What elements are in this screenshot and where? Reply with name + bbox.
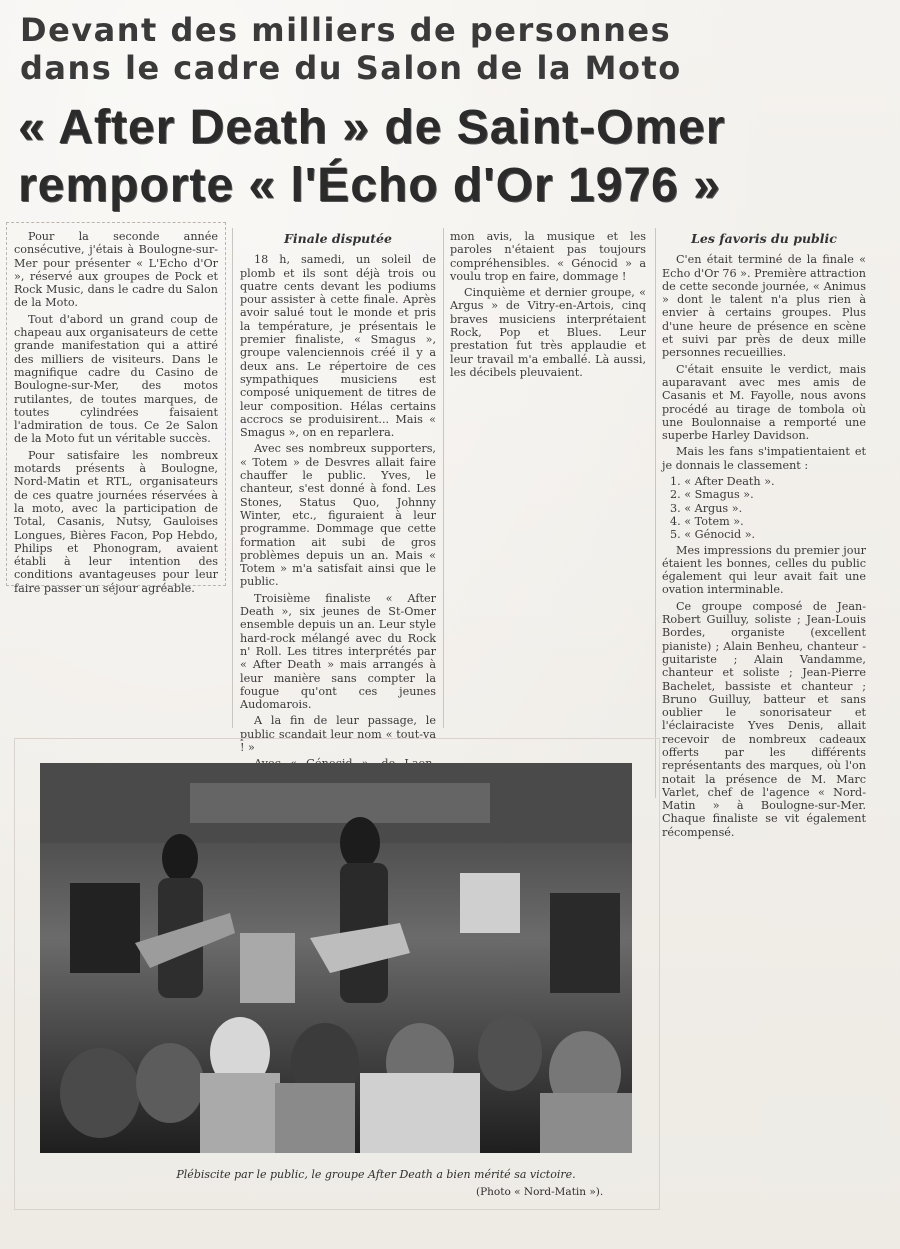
article-column-1	[14, 230, 218, 598]
photo-credit: (Photo « Nord-Matin »).	[476, 1186, 604, 1198]
concert-photo	[40, 763, 632, 1153]
subheading-finale: Finale disputée	[284, 231, 392, 246]
paragraph: Ce groupe composé de Jean-Robert Guilluy, soliste ; Jean-Louis Bordes, organiste (excellent pianiste) ; Alain Benheu, chanteur - guitariste ; Alain Vandamme, chanteur et soliste ; Jean-Pierre Bachelet, bassiste et chanteur ; Bruno Guilluy, batteur et sans oublier le sonorisateur et l'éclairaciste Yves Denis, allait recevoir de nombreux cadeaux offerts par les différents représentants des marques, où l'on notait la présence de M. Marc Varlet, chef de l'agence « Nord-Matin » à Boulogne-sur-Mer. Chaque finaliste se vit également récompensé.	[662, 599, 866, 839]
paragraph: Avec ses nombreux supporters, « Totem » de Desvres allait faire chauffer le public. Yves, le chanteur, s'est donné à fond. Les Stones, Status Quo, Johnny Winter, etc., figuraient à leur programme. Dommage que cette formation ait subi de gros problèmes depuis un an. Mais « Totem » m'a satisfait ainsi que le public.	[240, 442, 436, 589]
photo-caption: Plébiscite par le public, le groupe After Death a bien mérité sa victoire.	[176, 1168, 576, 1181]
headline-line-1: « After Death » de Saint-Omer	[18, 101, 726, 154]
paragraph: Mes impressions du premier jour étaient les bonnes, celles du public également qui leur avait fait une ovation interminable.	[662, 543, 866, 597]
column-rule-2	[443, 228, 444, 728]
paragraph: Troisième finaliste « After Death », six jeunes de St-Omer ensemble depuis un an. Leur style hard-rock mélangé avec du Rock n' Roll. Les titres interprétés par « After Death » mais arrangés à leur manière sans compter la fougue qu'ont ces jeunes Audomarois.	[240, 591, 436, 712]
paragraph: Mais les fans s'impatientaient et je donnais le classement :	[662, 445, 866, 472]
ranking-item: 1. « After Death ».	[670, 475, 775, 489]
ranking-item: 3. « Argus ».	[670, 501, 743, 515]
article-column-2	[240, 232, 436, 800]
subheading-favoris: Les favoris du public	[691, 231, 837, 246]
ranking-item: 5. « Génocid ».	[670, 528, 756, 542]
paragraph: Tout d'abord un grand coup de chapeau aux organisateurs de cette grande manifestation qui a attiré des milliers de visiteurs. Dans le magnifique cadre du Casino de Boulogne-sur-Mer, des motos rutilantes, de toutes marques, de toutes cylindrées faisaient l'admiration de tous. Ce 2e Salon de la Moto fut un véritable succès.	[14, 312, 218, 446]
paragraph: 18 h, samedi, un soleil de plomb et ils sont déjà trois ou quatre cents devant les podiums pour assister à cette finale. Après avoir salué tout le monde et pris la température, je présentais le premier finaliste, « Smagus », groupe valenciennois créé il y a deux ans. Le répertoire de ces sympathiques musiciens est composé uniquement de titres de leur composition. Hélas certains accrocs se produisirent... Mais « Smagus », on en reparlera.	[240, 253, 436, 440]
paragraph: C'en était terminé de la finale « Echo d'Or 76 ». Première attraction de cette seconde journée, « Animus » dont le talent n'a plus rien à envier à certains groupes. Plus d'une heure de présence en scène et suivi par près de deux mille personnes recueillies.	[662, 253, 866, 360]
ranking-item: 2. « Smagus ».	[670, 488, 754, 502]
column-rule-3	[655, 228, 656, 798]
column-rule-1	[232, 228, 233, 728]
paragraph: Cinquième et dernier groupe, « Argus » de Vitry-en-Artois, cinq braves musiciens interprétaient Rock, Pop et Blues. Leur prestation fut très applaudie et leur travail m'a emballé. Là aussi, les décibels pleuvaient.	[450, 286, 646, 379]
ranking-list	[662, 475, 866, 541]
headline-line-2: remporte « l'Écho d'Or 1976 »	[18, 159, 721, 212]
paragraph: Pour la seconde année consécutive, j'étais à Boulogne-sur-Mer pour présenter « L'Echo d'Or », réservé aux groupes de Pock et Rock Music, dans le cadre du Salon de la Moto.	[14, 230, 218, 310]
kicker-line-2: dans le cadre du Salon de la Moto	[20, 49, 682, 87]
paragraph: Pour satisfaire les nombreux motards présents à Boulogne, Nord-Matin et RTL, organisateurs de ces quatre journées réservées à la moto, avec la participation de Total, Casanis, Nutsy, Gauloises Longues, Bières Facon, Pop Hebdo, Philips et Phonogram, avaient établi à leur intention des conditions avantageuses pour leur faire passer un séjour agréable.	[14, 448, 218, 595]
paragraph: C'était ensuite le verdict, mais auparavant avec mes amis de Casanis et M. Fayolle, nous avons procédé au tirage de tombola où une Boulonnaise a remporté une superbe Harley Davidson.	[662, 362, 866, 443]
band-on-stage-photo	[40, 763, 632, 1153]
paragraph: mon avis, la musique et les paroles n'étaient pas toujours compréhensibles. « Génocid » a voulu trop en faire, dommage !	[450, 230, 646, 283]
kicker-line-1: Devant des milliers de personnes	[20, 11, 672, 49]
article-column-4	[662, 232, 866, 842]
paragraph: A la fin de leur passage, le public scandait leur nom « tout-va ! »	[240, 714, 436, 754]
article-column-3	[450, 230, 646, 382]
ranking-item: 4. « Totem ».	[670, 514, 744, 528]
